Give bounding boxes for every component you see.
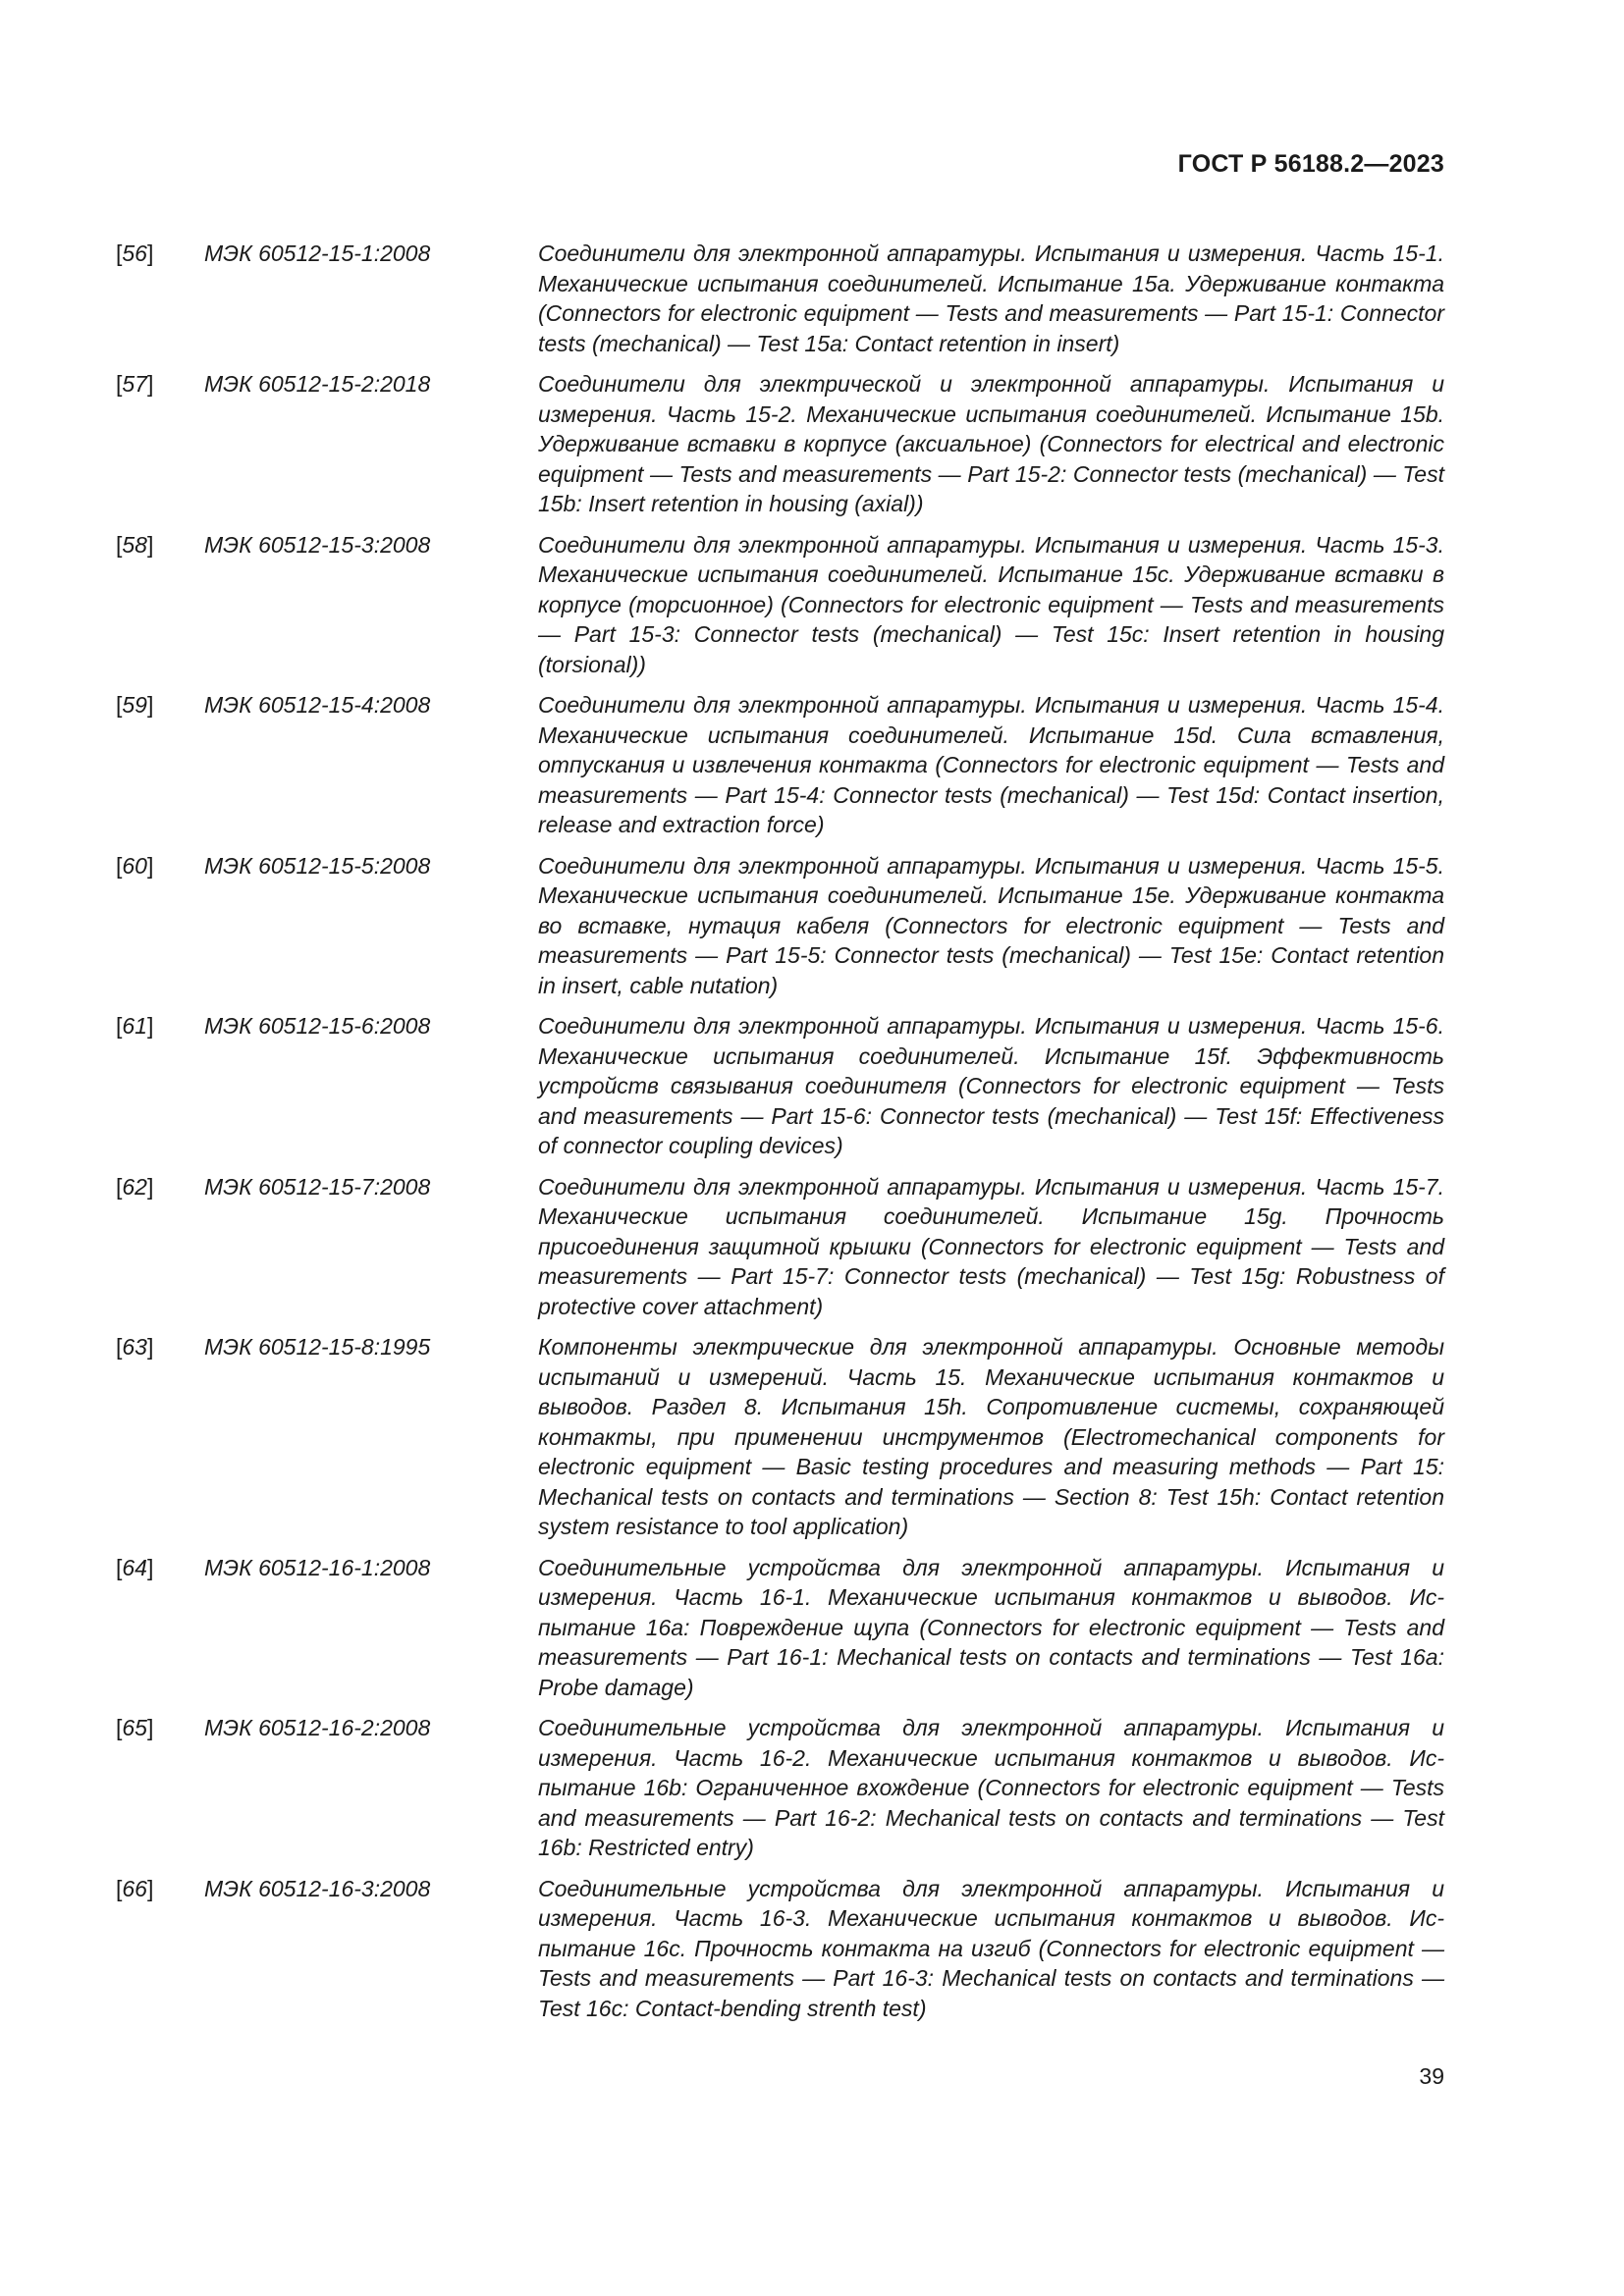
entry-number: [57] — [116, 371, 154, 397]
entry-number: [66] — [116, 1875, 154, 1901]
entry-number-value: 61 — [122, 1013, 147, 1039]
entry-number-value: 64 — [122, 1554, 147, 1580]
entry-number-value: 63 — [122, 1334, 147, 1360]
entry-number-value: 58 — [122, 531, 147, 558]
entry-number-value: 66 — [122, 1875, 147, 1901]
entry-standard-code: МЭК 60512-15-3:2008 — [204, 531, 431, 558]
entry-number-value: 65 — [122, 1715, 147, 1740]
entry-number-value: 57 — [122, 371, 147, 397]
entry-title: Соединители для электронной аппаратуры. Испытания и измерения. Часть 15-6. Механические испытания соединителей. Испытание 15f. Эффективность устройств связывания соединителя (Connectors for electronic equipment — Tests and measurements — Part 15-6: Connector tests (mechanical) — Test 15f: Effectiveness of connector coupling devices) — [538, 1013, 1444, 1158]
page-number: 39 — [1419, 2063, 1444, 2089]
bibliography-entry — [116, 1713, 1444, 1863]
entry-title: Соединители для электронной аппаратуры. Испытания и измерения. Часть 15-1. Механические испытания соединителей. Испытание 15а. Удерживание контакта (Connectors for electronic equipment — Tests and measurements — Part 15-1: Connector tests (mechanical) — Test 15a: Contact retention in insert) — [538, 240, 1444, 356]
bibliography-entry — [116, 239, 1444, 358]
entry-standard-code: МЭК 60512-15-8:1995 — [204, 1334, 431, 1360]
bibliography-entry — [116, 369, 1444, 519]
entry-title: Соединители для электрической и электронной аппаратуры. Испытания и измерения. Часть 15-2. Механические испытания соединителей. Испытание 15b. Удерживание вставки в корпусе (аксиальное) (Connectors for electrical and electronic equipment — Tests and measurements — Part 15-2: Connector tests (mechanical) — Test 15b: Insert retention in housing (axial)) — [538, 371, 1444, 516]
entry-number: [65] — [116, 1715, 154, 1740]
bibliography-entry — [116, 1874, 1444, 2024]
entry-number: [64] — [116, 1554, 154, 1580]
bibliography-entry — [116, 1332, 1444, 1542]
entry-title: Соединители для электронной аппаратуры. Испытания и измерения. Часть 15-4. Механические испытания соединителей. Испытание 15d. Сила вставления, отпускания и извлечения контакта (Connectors for electronic equipment — Tests and measurements — Part 15-4: Connector tests (mechanical) — Test 15d: Contact insertion, release and extraction force) — [538, 692, 1444, 837]
entry-title: Соединители для электронной аппаратуры. Испытания и измерения. Часть 15-7. Механические испытания соединителей. Испытание 15g. Прочность присоединения защитной крышки (Connectors for electronic equipment — Tests and measurements — Part 15-7: Connector tests (mechanical) — Test 15g: Robustness of protective cover attachment) — [538, 1173, 1444, 1319]
bibliography-entry — [116, 1011, 1444, 1161]
entry-number: [63] — [116, 1334, 154, 1360]
entry-number: [61] — [116, 1013, 154, 1039]
entry-standard-code: МЭК 60512-16-2:2008 — [204, 1715, 431, 1740]
entry-standard-code: МЭК 60512-15-6:2008 — [204, 1013, 431, 1039]
entry-title: Соединительные устройства для электронной аппаратуры. Испытания и измерения. Часть 16-3. Механические испытания контактов и выводов. Испытание 16с. Прочность контакта на изгиб (Connectors for electronic equipment — Tests and measurements — Part 16-3: Mechanical tests on contacts and terminations — Test 16c: Contact-bending strenth test) — [538, 1875, 1444, 2021]
bibliography-list — [116, 239, 1444, 2034]
entry-standard-code: МЭК 60512-16-3:2008 — [204, 1875, 431, 1901]
bibliography-entry — [116, 690, 1444, 840]
bibliography-entry — [116, 530, 1444, 680]
entry-number: [60] — [116, 852, 154, 879]
entry-number: [62] — [116, 1173, 154, 1200]
entry-standard-code: МЭК 60512-15-1:2008 — [204, 240, 431, 266]
entry-number: [56] — [116, 240, 154, 266]
entry-number-value: 59 — [122, 692, 147, 718]
entry-number: [58] — [116, 531, 154, 558]
entry-number-value: 62 — [122, 1173, 147, 1200]
bibliography-entry — [116, 1172, 1444, 1322]
entry-standard-code: МЭК 60512-15-4:2008 — [204, 692, 431, 718]
bibliography-entry — [116, 1553, 1444, 1703]
entry-number-value: 60 — [122, 852, 147, 879]
entry-number: [59] — [116, 692, 154, 718]
entry-title: Соединительные устройства для электронной аппаратуры. Испытания и измерения. Часть 16-2. Механические испытания контактов и выводов. Испытание 16b: Ограниченное вхождение (Connectors for electronic equipment — Tests and measurements — Part 16-2: Mechanical tests on contacts and terminations — Test 16b: Restricted entry) — [538, 1715, 1444, 1860]
entry-title: Соединители для электронной аппаратуры. Испытания и измерения. Часть 15-5. Механические испытания соединителей. Испытание 15е. Удерживание контакта во вставке, нутация кабеля (Connectors for electronic equipment — Tests and measurements — Part 15-5: Connector tests (mechanical) — Test 15e: Contact retention in insert, cable nutation) — [538, 852, 1444, 998]
entry-standard-code: МЭК 60512-16-1:2008 — [204, 1554, 431, 1580]
entry-title: Компоненты электрические для электронной аппаратуры. Основные методы испытаний и измерений. Часть 15. Механические испытания контактов и выводов. Раздел 8. Испытания 15h. Сопротивление системы, сохраняющей контакты, при применении инструментов (Electromechanical components for electronic equipment — Basic testing procedures and measuring methods — Part 15: Mechanical tests on contacts and terminations — Section 8: Test 15h: Contact retention system resistance to tool application) — [538, 1334, 1444, 1539]
entry-title: Соединительные устройства для электронной аппаратуры. Испытания и измерения. Часть 16-1. Механические испытания контактов и выводов. Испытание 16а: Повреждение щупа (Connectors for electronic equipment — Tests and measurements — Part 16-1: Mechanical tests on contacts and terminations — Test 16a: Probe damage) — [538, 1554, 1444, 1700]
document-header-id: ГОСТ Р 56188.2—2023 — [1177, 150, 1444, 178]
entry-standard-code: МЭК 60512-15-7:2008 — [204, 1173, 431, 1200]
entry-standard-code: МЭК 60512-15-5:2008 — [204, 852, 431, 879]
entry-title: Соединители для электронной аппаратуры. Испытания и измерения. Часть 15-3. Механические испытания соединителей. Испытание 15с. Удерживание вставки в корпусе (торсионное) (Connectors for electronic equipment — Tests and measurements — Part 15-3: Connector tests (mechanical) — Test 15c: Insert retention in housing (torsional)) — [538, 531, 1444, 677]
entry-number-value: 56 — [122, 240, 147, 266]
entry-standard-code: МЭК 60512-15-2:2018 — [204, 371, 431, 397]
bibliography-entry — [116, 851, 1444, 1001]
